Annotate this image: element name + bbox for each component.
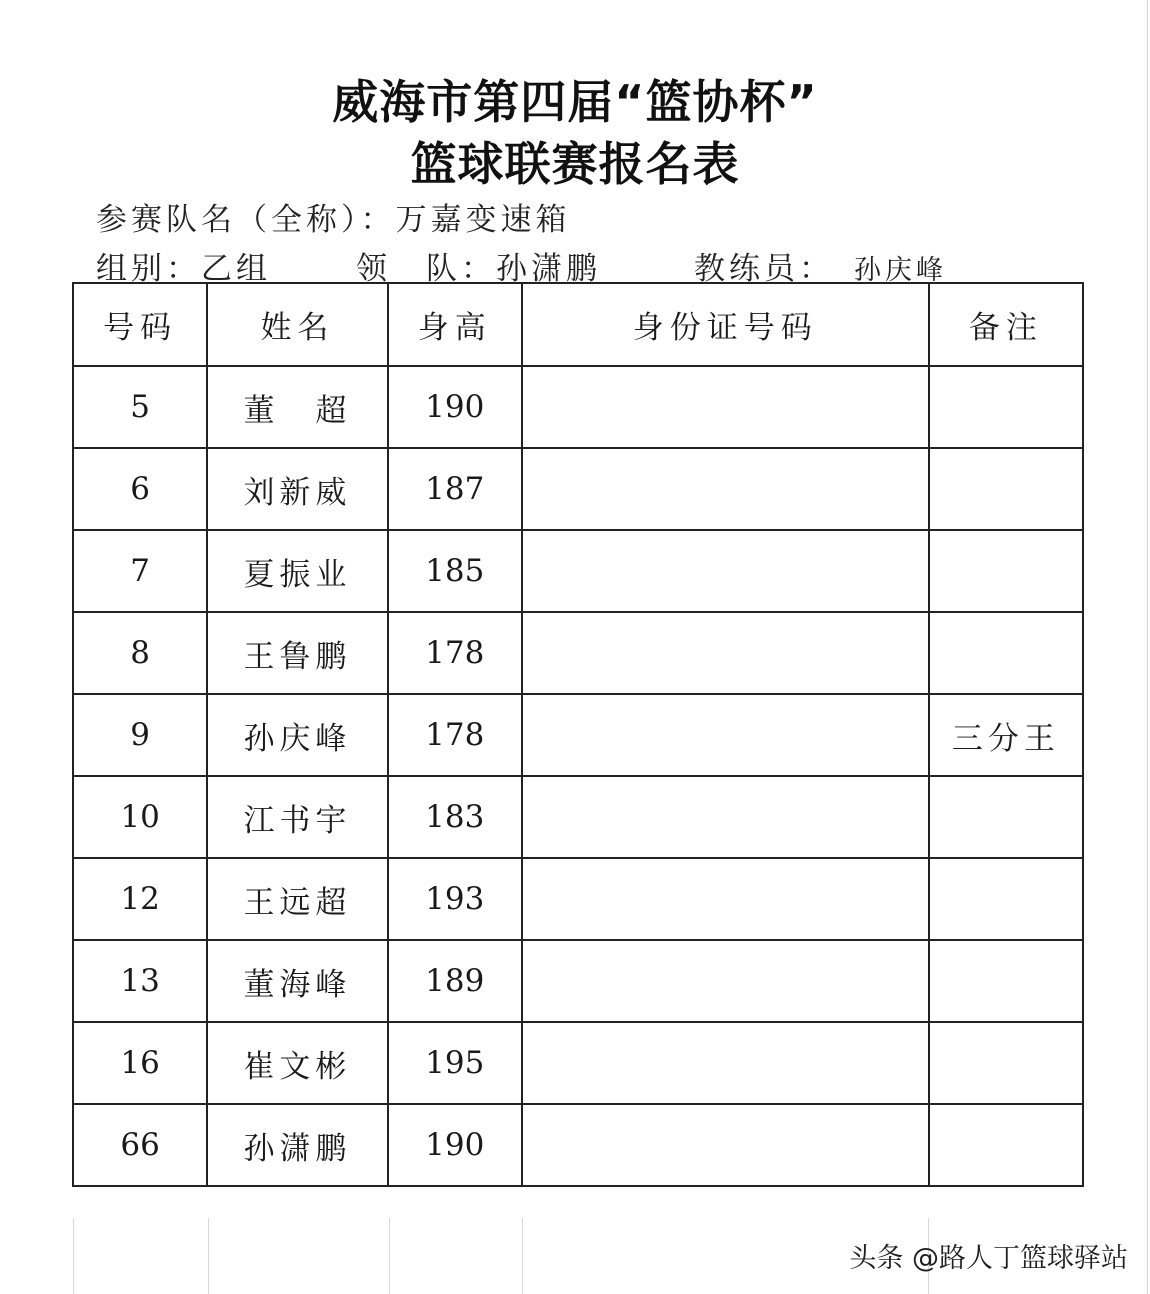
grid-continuation-line (522, 1218, 523, 1294)
player-height: 190 (388, 1104, 522, 1186)
table-row (73, 530, 1083, 612)
player-number: 13 (73, 940, 207, 1022)
group-label: 组别： (96, 251, 201, 287)
player-id-number (522, 448, 929, 530)
player-height: 190 (388, 366, 522, 448)
table-row (73, 694, 1083, 776)
player-name: 王鲁鹏 (207, 612, 387, 694)
player-number: 12 (73, 858, 207, 940)
table-header-row (73, 283, 1083, 366)
table-row (73, 612, 1083, 694)
player-note: 三分王 (929, 694, 1083, 776)
leader-label: 领 队： (356, 251, 496, 287)
grid-continuation-line (73, 1218, 74, 1294)
watermark-text: 头条 @路人丁篮球驿站 (849, 1243, 1128, 1274)
player-id-number (522, 776, 929, 858)
player-height: 189 (388, 940, 522, 1022)
player-name: 王远超 (207, 858, 387, 940)
player-height: 193 (388, 858, 522, 940)
leader-value: 孙潇鹏 (496, 251, 601, 287)
player-note (929, 1022, 1083, 1104)
team-name-value: 万嘉变速箱 (395, 202, 571, 238)
player-note (929, 366, 1083, 448)
player-name: 江书宇 (207, 776, 387, 858)
player-name: 孙潇鹏 (207, 1104, 387, 1186)
player-note (929, 776, 1083, 858)
player-number: 10 (73, 776, 207, 858)
player-name: 董 超 (207, 366, 387, 448)
header-height: 身高 (388, 283, 522, 366)
document-title-line2: 篮球联赛报名表 (410, 137, 740, 191)
player-number: 5 (73, 366, 207, 448)
coach-value: 孙庆峰 (854, 255, 947, 286)
player-note (929, 858, 1083, 940)
player-name: 崔文彬 (207, 1022, 387, 1104)
player-name: 夏振业 (207, 530, 387, 612)
player-name: 孙庆峰 (207, 694, 387, 776)
player-number: 7 (73, 530, 207, 612)
table-row (73, 776, 1083, 858)
player-height: 185 (388, 530, 522, 612)
player-note (929, 530, 1083, 612)
player-number: 6 (73, 448, 207, 530)
player-id-number (522, 858, 929, 940)
player-height: 178 (388, 612, 522, 694)
team-name-row (96, 194, 571, 239)
grid-continuation-line (208, 1218, 209, 1294)
player-height: 187 (388, 448, 522, 530)
player-name: 董海峰 (207, 940, 387, 1022)
player-note (929, 612, 1083, 694)
header-id-number: 身份证号码 (522, 283, 929, 366)
player-note (929, 448, 1083, 530)
page-edge-line (1147, 0, 1148, 1294)
player-id-number (522, 366, 929, 448)
player-height: 183 (388, 776, 522, 858)
header-name: 姓名 (207, 283, 387, 366)
player-note (929, 1104, 1083, 1186)
registration-table (72, 282, 1084, 1187)
header-note: 备注 (929, 283, 1083, 366)
coach-label: 教练员： (694, 251, 834, 287)
table-row (73, 366, 1083, 448)
player-id-number (522, 694, 929, 776)
player-number: 8 (73, 612, 207, 694)
player-number: 16 (73, 1022, 207, 1104)
table-row (73, 1104, 1083, 1186)
table-row (73, 858, 1083, 940)
group-value: 乙组 (201, 251, 271, 287)
header-number: 号码 (73, 283, 207, 366)
player-id-number (522, 1104, 929, 1186)
player-id-number (522, 612, 929, 694)
player-id-number (522, 530, 929, 612)
team-name-label: 参赛队名（全称）： (96, 202, 396, 238)
player-id-number (522, 1022, 929, 1104)
grid-continuation-line (389, 1218, 390, 1294)
table-row (73, 448, 1083, 530)
table-row (73, 940, 1083, 1022)
table-row (73, 1022, 1083, 1104)
player-name: 刘新威 (207, 448, 387, 530)
player-height: 195 (388, 1022, 522, 1104)
player-number: 9 (73, 694, 207, 776)
player-id-number (522, 940, 929, 1022)
player-number: 66 (73, 1104, 207, 1186)
document-title-line1: 威海市第四届“篮协杯” (332, 75, 818, 129)
player-height: 178 (388, 694, 522, 776)
player-note (929, 940, 1083, 1022)
